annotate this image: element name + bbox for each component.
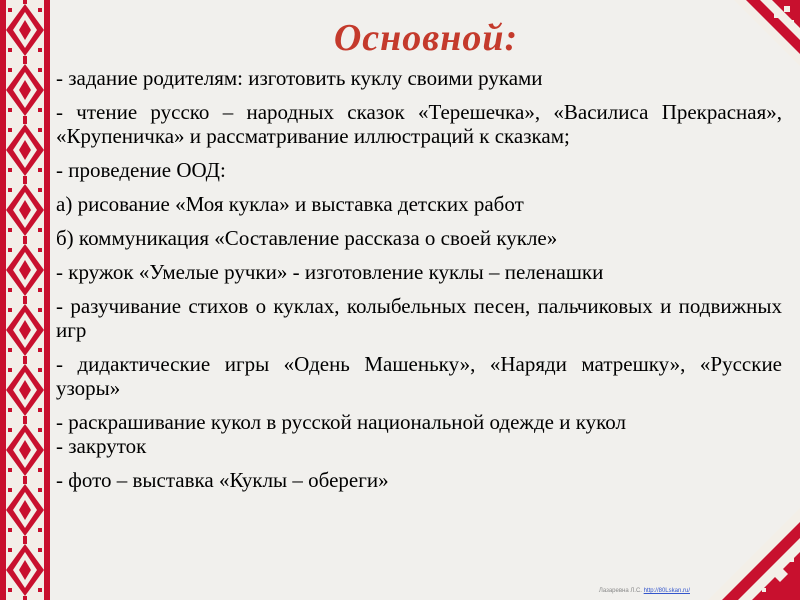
content-list bbox=[56, 66, 782, 502]
list-item: - задание родителям: изготовить куклу своими руками bbox=[56, 66, 543, 90]
list-item: - разучивание стихов о куклах, колыбельных песен, пальчиковых и подвижных игр bbox=[56, 294, 782, 342]
list-item: - фото – выставка «Куклы – обереги» bbox=[56, 468, 389, 492]
footer-link[interactable]: http://80Lskan.ru/ bbox=[643, 588, 690, 594]
list-item: - проведение ООД: bbox=[56, 158, 226, 182]
footer-credit bbox=[599, 588, 690, 594]
list-item: - раскрашивание кукол в русской национальной одежде и кукол bbox=[56, 410, 626, 434]
list-item: б) коммуникация «Составление рассказа о своей кукле» bbox=[56, 226, 558, 250]
ornament-border-left bbox=[0, 0, 50, 600]
slide-title: Основной: bbox=[333, 17, 519, 59]
ornament-corner-bottom-right bbox=[708, 508, 800, 600]
list-item: - закруток bbox=[56, 434, 147, 458]
list-item: а) рисование «Моя кукла» и выставка детских работ bbox=[56, 192, 524, 216]
ornament-corner-bottom-icon bbox=[708, 508, 800, 600]
footer-author: Лазаревна Л.С. bbox=[598, 588, 642, 594]
list-item: - кружок «Умелые ручки» - изготовление куклы – пеленашки bbox=[56, 260, 604, 284]
ornament-pattern-icon bbox=[0, 0, 50, 600]
list-item: - чтение русско – народных сказок «Терешечка», «Василиса Прекрасная», «Крупеничка» и рассматривание иллюстраций к сказкам; bbox=[56, 100, 782, 148]
list-item: - дидактические игры «Одень Машеньку», «Наряди матрешку», «Русские узоры» bbox=[56, 352, 782, 400]
